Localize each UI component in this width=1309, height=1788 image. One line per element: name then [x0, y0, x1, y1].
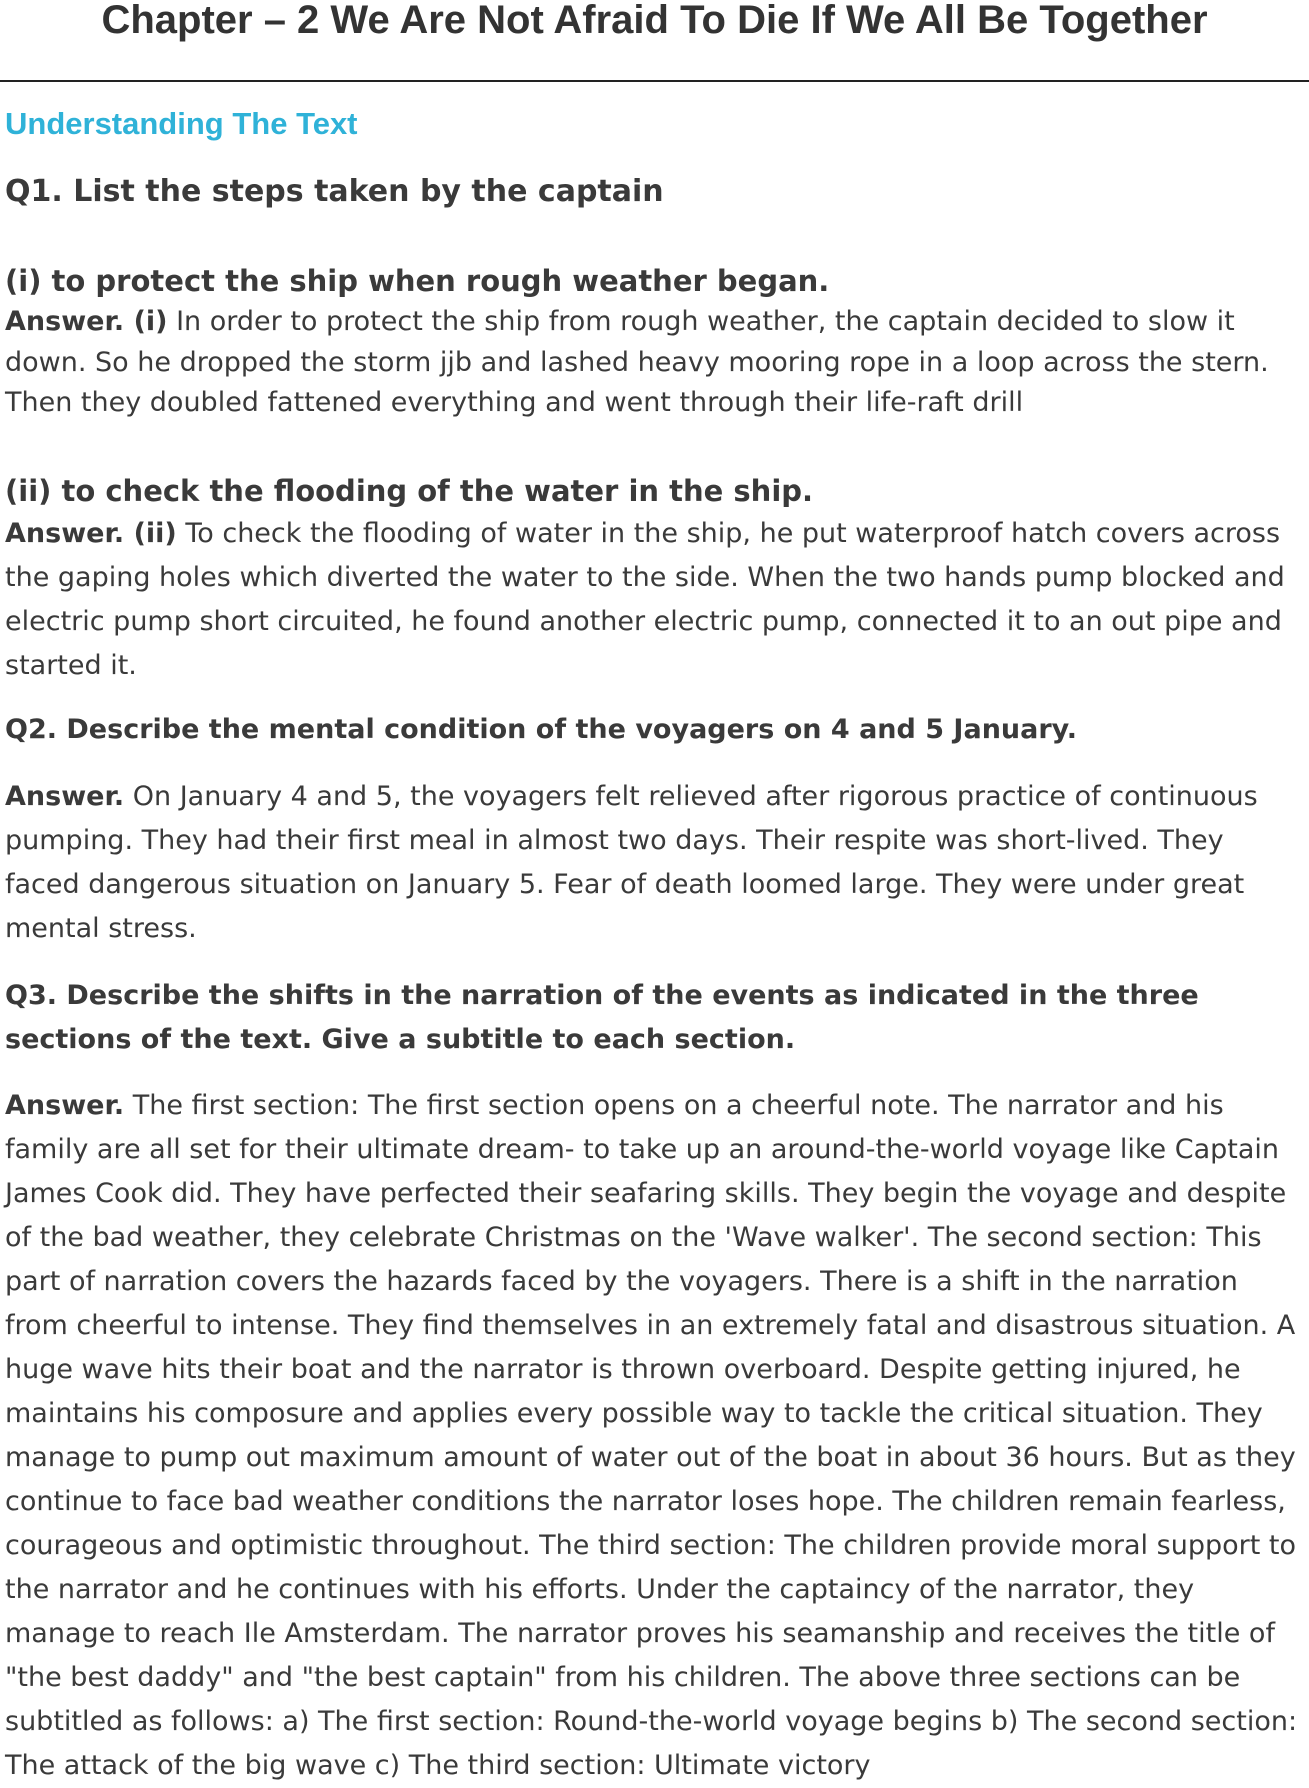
- q2-question: [5, 708, 1305, 752]
- title-divider: [0, 80, 1309, 82]
- answer-text: On January 4 and 5, the voyagers felt relieved after rigorous practice of continuous pumping. They had their first meal in almost two days. Their respite was short-lived. They faced dangerous situation on January 5. Fear of death loomed large. They were under great mental stress.: [5, 781, 1258, 944]
- q2-answer: [5, 775, 1305, 951]
- q2-answer-body: [5, 775, 1305, 951]
- q1-question: [5, 170, 1305, 214]
- answer-label: Answer.: [5, 1090, 125, 1121]
- answer-text: To check the flooding of water in the ship, he put waterproof hatch covers across the gaping holes which diverted the water to the side. When the two hands pump blocked and electric pump short circuited, he found another electric pump, connected it to an out pipe and started it.: [5, 518, 1285, 681]
- q1-part1: [5, 260, 1305, 424]
- answer-text: In order to protect the ship from rough weather, the captain decided to slow it down. So he dropped the storm jjb and lashed heavy mooring rope in a loop across the stern. Then they doubled fattened everything and went through their life-raft drill: [5, 306, 1269, 418]
- answer-label: Answer. (ii): [5, 518, 177, 549]
- q2-question-text: Q2. Describe the mental condition of the voyagers on 4 and 5 January.: [5, 714, 1078, 745]
- q3-answer-body: [5, 1084, 1305, 1788]
- q1-part1-answer: [5, 302, 1305, 424]
- answer-label: Answer.: [5, 781, 125, 812]
- q1-part2-answer: [5, 512, 1305, 688]
- q3-question-text: Q3. Describe the shifts in the narration of the events as indicated in the three sections of the text. Give a subtitle to each section.: [5, 980, 1199, 1055]
- q1-part2-heading: (ii) to check the flooding of the water in the ship.: [5, 474, 814, 508]
- q1-part2: [5, 470, 1305, 688]
- answer-label: Answer. (i): [5, 306, 168, 337]
- chapter-title: Chapter – 2 We Are Not Afraid To Die If We All Be Together: [101, 0, 1208, 42]
- q1-question-text: Q1. List the steps taken by the captain: [5, 174, 664, 209]
- section-heading: Understanding The Text: [5, 106, 358, 141]
- q1-part1-heading: (i) to protect the ship when rough weather began.: [5, 264, 830, 298]
- q3-answer: [5, 1084, 1305, 1788]
- answer-text: The first section: The first section opens on a cheerful note. The narrator and his family are all set for their ultimate dream- to take up an around-the-world voyage like Captain James Cook did. They have perfected their seafaring skills. They begin the voyage and despite of the bad weather, they celebrate Christmas on the 'Wave walker'. The second section: This part of narration covers the hazards faced by the voyagers. There is a shift in the narration from cheerful to intense. They find themselves in an extremely fatal and disastrous situation. A huge wave hits their boat and the narrator is thrown overboard. Despite getting injured, he maintains his composure and applies every possible way to tackle the critical situation. They manage to pump out maximum amount of water out of the boat in about 36 hours. But as they continue to face bad weather conditions the narrator loses hope. The children remain fearless, courageous and optimistic throughout. The third section: The children provide moral support to the narrator and he continues with his efforts. Under the captaincy of the narrator, they manage to reach Ile Amsterdam. The narrator proves his seamanship and receives the title of "the best daddy" and "the best captain" from his children. The above three sections can be subtitled as follows: a) The first section: Round-the-world voyage begins b) The second section: The attack of the big wave c) The third section: Ultimate victory: [5, 1090, 1298, 1781]
- q3-question: [5, 974, 1305, 1062]
